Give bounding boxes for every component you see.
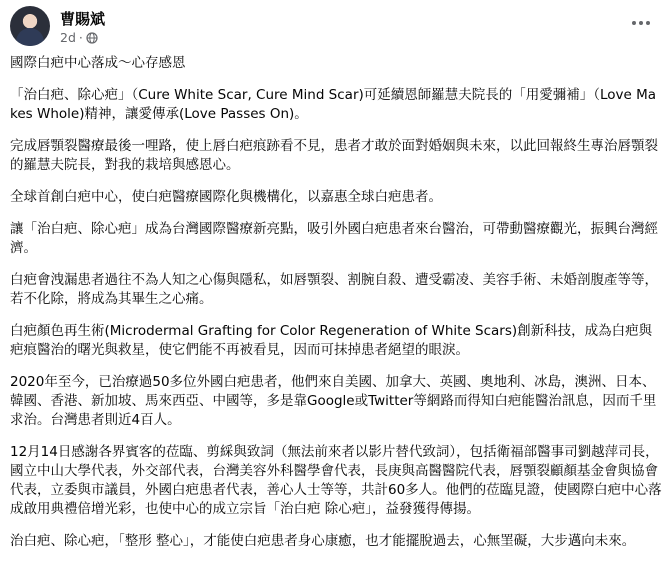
post-paragraph-1: 國際白疤中心落成～心存感恩 <box>10 55 186 71</box>
post-paragraph-10: 治白疤、除心疤，「整形 整心」，才能使白疤患者身心康癒，也才能擺脫過去，心無罣礙，大步邁向未來。 <box>10 533 636 549</box>
post-paragraph-3: 完成唇顎裂醫療最後一哩路，使上唇白疤痕跡看不見，患者才敢於面對婚姻與未來，以此回報終生專治唇顎裂的羅慧夫院長，對我的栽培與感恩心。 <box>10 138 658 173</box>
post-paragraph-7: 白疤顏色再生術(Microdermal Grafting for Color Regeneration of White Scars)創新科技，成為白疤與疤痕醫治的曙光與救星，使它們能不再被看見，因而可抹掉患者絕望的眼淚。 <box>10 323 653 358</box>
meta-separator: · <box>78 30 83 45</box>
post-text <box>10 54 662 564</box>
author-name[interactable]: 曹賜斌 <box>60 10 106 28</box>
post-paragraph-9: 12月14日感謝各界賓客的莅臨、剪綵與致詞（無法前來者以影片替代致詞），包括衛福部醫事司劉越萍司長，國立中山大學代表，外交部代表，台灣美容外科醫學會代表，長庚與高醫醫院代表，唇顎裂顧顏基金會與協會代表，立委與市議員，外國白疤患者代表，善心人士等等，共計60多人。他們的莅臨見證，使國際白疤中心落成啟用典禮倍增光彩，也使中心的成立宗旨「治白疤 除心疤」，益發獲得傳揚。 <box>10 444 662 517</box>
post-header <box>10 6 660 52</box>
post-paragraph-5: 讓「治白疤、除心疤」成為台灣國際醫療新亮點，吸引外國白疤患者來台醫治，可帶動醫療觀光，振興台灣經濟。 <box>10 221 658 256</box>
post-paragraph-6: 白疤會洩漏患者過往不為人知之心傷與隱私，如唇顎裂、割腕自殺、遭受霸凌、美容手術、未婚剖腹產等等，若不化除，將成為其畢生之心痛。 <box>10 272 658 307</box>
post-meta <box>60 30 98 45</box>
avatar[interactable] <box>10 6 50 46</box>
post-paragraph-4: 全球首創白疤中心，使白疤醫療國際化與機構化，以嘉惠全球白疤患者。 <box>10 189 442 205</box>
globe-icon[interactable] <box>86 32 98 44</box>
post-paragraph-2: 「治白疤、除心疤」（Cure White Scar, Cure Mind Scar)可延續恩師羅慧夫院長的「用愛彌補」（Love Makes Whole)精神，讓愛傳承(Love Passes On)。 <box>10 87 657 122</box>
post-paragraph-8: 2020年至今，已治療過50多位外國白疤患者，他們來自美國、加拿大、英國、奧地利、冰島，澳洲、日本、韓國、香港、新加坡、馬來西亞、中國等，多是靠Google或Twitter等網路而得知白疤能醫治訊息，因而千里求治。台灣患者則近4百人。 <box>10 374 657 428</box>
more-options-icon[interactable] <box>630 14 656 32</box>
post-time[interactable]: 2d <box>60 30 76 45</box>
